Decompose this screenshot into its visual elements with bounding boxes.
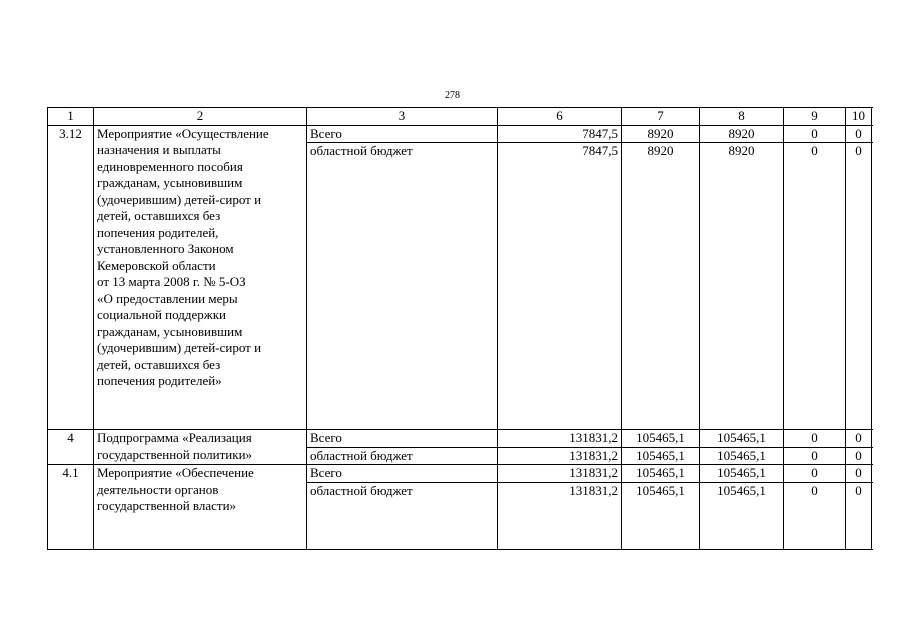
value-cell: 8920 xyxy=(622,143,700,430)
value-cell: 131831,2 xyxy=(498,447,622,465)
value-cell: 105465,1 xyxy=(700,482,784,549)
header-cell: 7 xyxy=(622,108,700,126)
value-cell: 0 xyxy=(846,465,872,483)
header-cell: 1 xyxy=(48,108,94,126)
source-label: областной бюджет xyxy=(307,482,498,549)
row-number: 4.1 xyxy=(48,465,94,550)
header-cell: 9 xyxy=(784,108,846,126)
value-cell: 0 xyxy=(784,447,846,465)
value-cell: 0 xyxy=(846,143,872,430)
value-cell: 7847,5 xyxy=(498,143,622,430)
header-cell: 8 xyxy=(700,108,784,126)
value-cell: 131831,2 xyxy=(498,482,622,549)
value-cell: 0 xyxy=(784,482,846,549)
value-cell: 105465,1 xyxy=(622,465,700,483)
value-cell: 105465,1 xyxy=(700,447,784,465)
value-cell: 0 xyxy=(784,465,846,483)
page-number: 278 xyxy=(445,90,460,101)
source-label: областной бюджет xyxy=(307,143,498,430)
row-name xyxy=(94,430,307,465)
value-cell: 105465,1 xyxy=(622,430,700,448)
value-cell: 0 xyxy=(846,447,872,465)
value-cell: 8920 xyxy=(622,125,700,143)
table-row xyxy=(48,465,872,483)
value-cell: 131831,2 xyxy=(498,430,622,448)
row-name-text: Мероприятие «Обеспечение деятельности органов государственной власти» xyxy=(97,465,254,513)
value-cell: 8920 xyxy=(700,143,784,430)
value-cell: 0 xyxy=(846,482,872,549)
value-cell: 131831,2 xyxy=(498,465,622,483)
value-cell: 0 xyxy=(784,125,846,143)
row-name xyxy=(94,125,307,430)
value-cell: 8920 xyxy=(700,125,784,143)
table-row xyxy=(48,430,872,448)
header-cell: 10 xyxy=(846,108,872,126)
header-row xyxy=(48,108,872,126)
header-cell: 2 xyxy=(94,108,307,126)
value-cell: 105465,1 xyxy=(700,465,784,483)
value-cell: 105465,1 xyxy=(622,482,700,549)
header-cell: 3 xyxy=(307,108,498,126)
value-cell: 0 xyxy=(846,125,872,143)
header-cell: 6 xyxy=(498,108,622,126)
source-label: Всего xyxy=(307,465,498,483)
value-cell: 0 xyxy=(784,430,846,448)
row-name xyxy=(94,465,307,550)
row-number: 4 xyxy=(48,430,94,465)
value-cell: 0 xyxy=(784,143,846,430)
row-name-text: Мероприятие «Осуществление назначения и выплаты единовременного пособия гражданам, усыновившим (удочерившим) детей-сирот и детей, оставшихся без попечения родителей, установленного Законом Кемеровской области от 13 марта 2008 г. № 5-ОЗ «О предоставлении меры социальной поддержки гражданам, усыновившим (удочерившим) детей-сирот и детей, оставшихся без попечения родителей» xyxy=(97,125,269,388)
budget-table xyxy=(47,107,872,550)
source-label: областной бюджет xyxy=(307,447,498,465)
value-cell: 105465,1 xyxy=(622,447,700,465)
value-cell: 0 xyxy=(846,430,872,448)
row-number: 3.12 xyxy=(48,125,94,430)
value-cell: 7847,5 xyxy=(498,125,622,143)
source-label: Всего xyxy=(307,125,498,143)
value-cell: 105465,1 xyxy=(700,430,784,448)
row-name-text: Подпрограмма «Реализация государственной политики» xyxy=(97,430,253,462)
table-row xyxy=(48,125,872,143)
source-label: Всего xyxy=(307,430,498,448)
